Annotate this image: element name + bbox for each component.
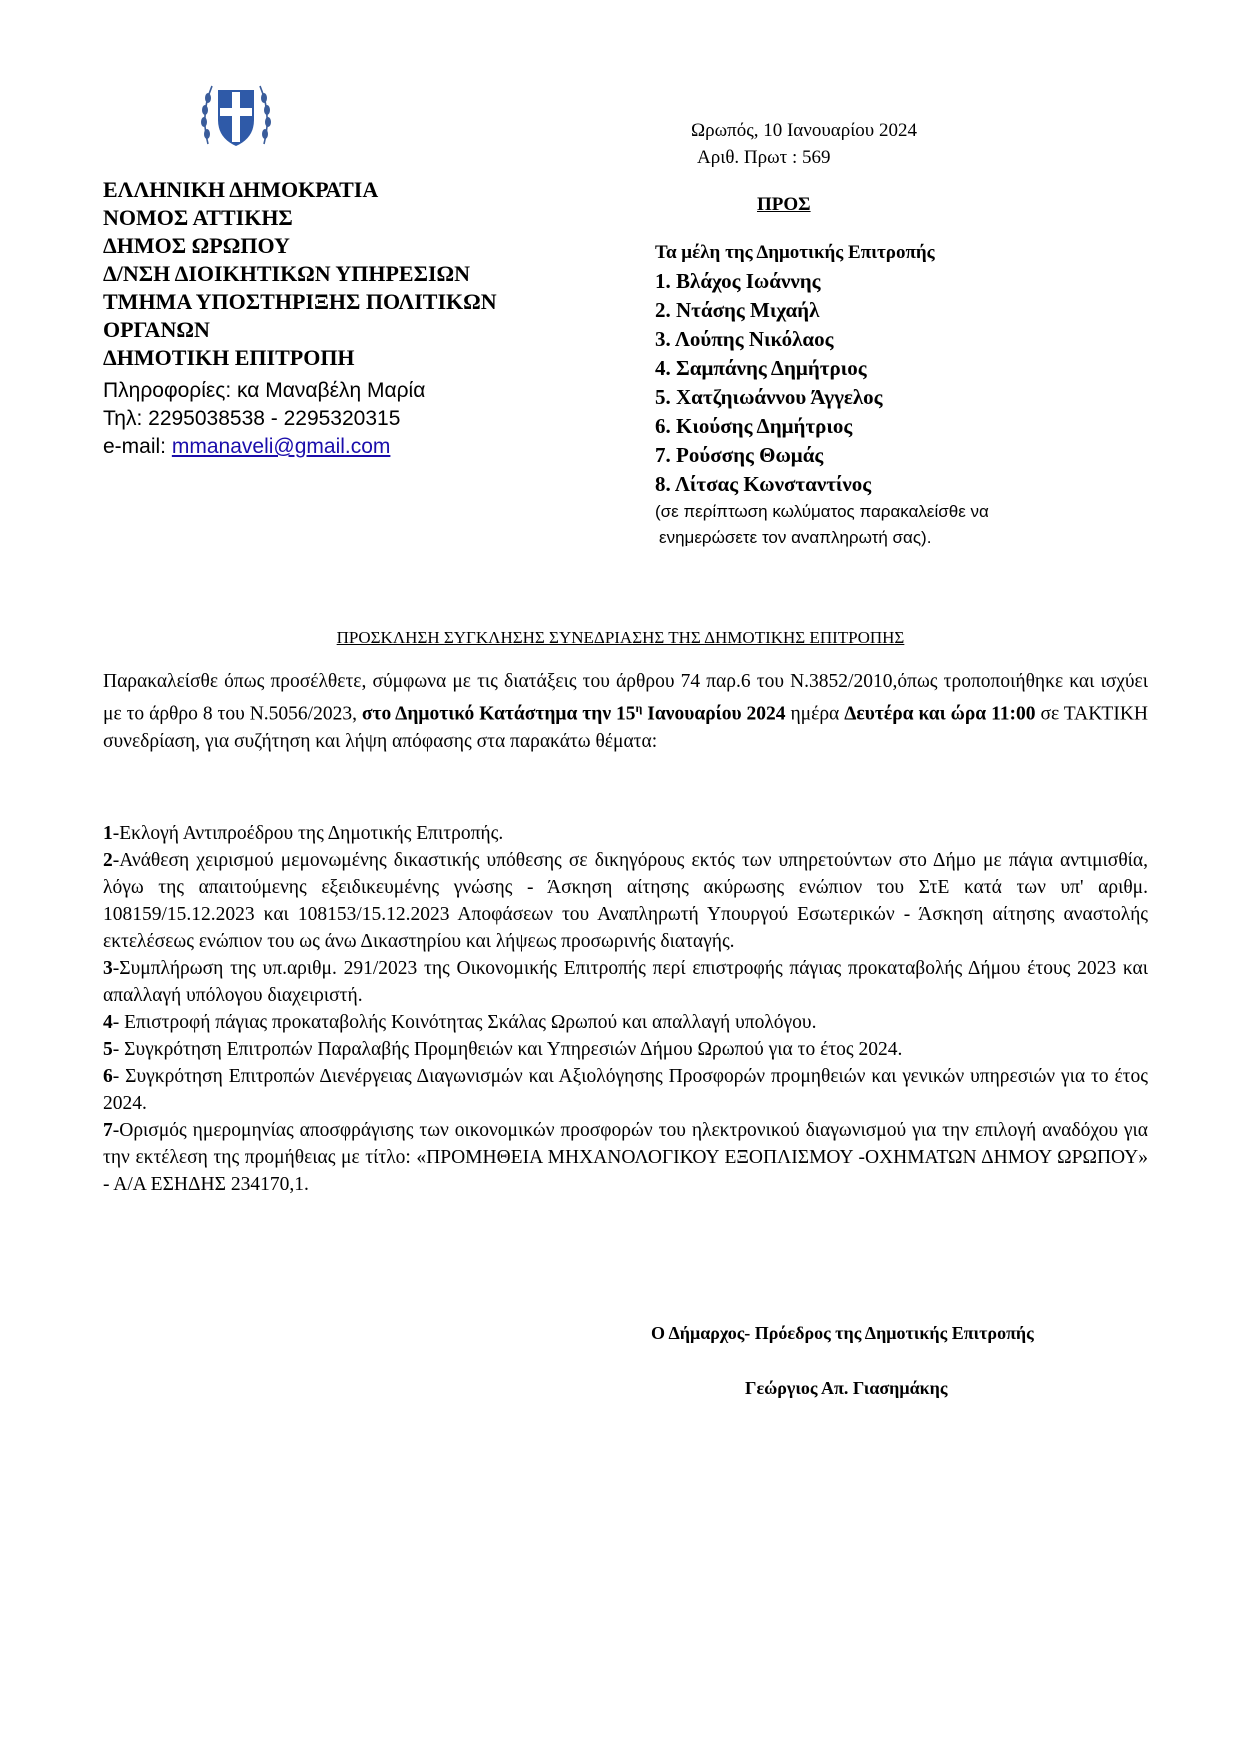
document-title: ΠΡΟΣΚΛΗΣΗ ΣΥΓΚΛΗΣΗΣ ΣΥΝΕΔΡΙΑΣΗΣ ΤΗΣ ΔΗΜΟΤΙΚΗΣ ΕΠΙΤΡΟΠΗΣ (336, 628, 905, 647)
agenda-item-number: 3 (103, 958, 113, 979)
agenda-item-text: -Συμπλήρωση της υπ.αριθμ. 291/2023 της Οικονομικής Επιτροπής περί επιστροφής πάγιας προκαταβολής Δήμου έτους 2023 και απαλλαγή υπόλογου διαχειριστή. (103, 958, 1148, 1006)
agenda-item-text: - Συγκρότηση Επιτροπών Παραλαβής Προμηθειών και Υπηρεσιών Δήμου Ωρωπού για το έτος 2024. (112, 1039, 903, 1060)
place-date: Ωρωπός, 10 Ιανουαρίου 2024 (691, 120, 917, 141)
member-item: 7. Ρούσσης Θωμάς (655, 443, 824, 467)
protocol-number: Αριθ. Πρωτ : 569 (697, 147, 831, 168)
contact-block (103, 377, 425, 461)
email-link[interactable]: mmanaveli@gmail.com (171, 435, 391, 458)
agenda-item (103, 1009, 1148, 1036)
recipients-note-line: (σε περίπτωση κωλύματος παρακαλείσθε να (655, 502, 989, 521)
signature-role: Ο Δήμαρχος- Πρόεδρος της Δημοτικής Επιτροπής (651, 1323, 1034, 1343)
intro-text: σε ΤΑΚΤΙΚΗ συνεδρίαση, για συζήτηση και λήψη απόφασης στα παρακάτω θέματα: (103, 703, 1148, 752)
recipients-note-line: ενημερώσετε τον αναπληρωτή σας). (659, 528, 932, 547)
intro-paragraph (103, 668, 1148, 755)
header-line: ΕΛΛΗΝΙΚΗ ΔΗΜΟΚΡΑΤΙΑ (103, 177, 379, 202)
header-line: ΝΟΜΟΣ ΑΤΤΙΚΗΣ (103, 205, 293, 230)
agenda-item (103, 955, 1148, 1009)
email-label: e-mail: (103, 435, 172, 458)
header-line: Δ/ΝΣΗ ΔΙΟΙΚΗΤΙΚΩΝ ΥΠΗΡΕΣΙΩΝ (103, 261, 471, 286)
greek-emblem-icon (198, 74, 274, 154)
member-item: 2. Ντάσης Μιχαήλ (655, 298, 820, 322)
meeting-time: Δευτέρα και ώρα 11:00 (844, 703, 1036, 725)
agenda-item-text: -Εκλογή Αντιπροέδρου της Δημοτικής Επιτροπής. (112, 823, 504, 844)
member-item: 5. Χατζηιωάννου Άγγελος (655, 385, 883, 409)
member-item: 3. Λούπης Νικόλαος (655, 327, 834, 351)
recipients-block (655, 238, 989, 551)
header-line: ΔΗΜΟΣ ΩΡΩΠΟΥ (103, 233, 290, 258)
signature-name: Γεώργιος Απ. Γιασημάκης (745, 1378, 948, 1398)
agenda-item (103, 820, 1148, 847)
header-block (103, 176, 497, 372)
meeting-place: στο Δημοτικό Κατάστημα την 15 (361, 703, 636, 725)
meeting-date: Ιανουαρίου 2024 (642, 703, 786, 725)
member-item: 1. Βλάχος Ιωάννης (655, 269, 821, 293)
agenda-item-number: 7 (103, 1120, 113, 1141)
agenda-item (103, 847, 1148, 955)
header-line: ΟΡΓΑΝΩΝ (103, 317, 210, 342)
intro-text: ημέρα (785, 703, 845, 725)
contact-person: Πληροφορίες: κα Μαναβέλη Μαρία (103, 379, 426, 402)
agenda-item (103, 1117, 1148, 1198)
agenda-item-number: 6 (103, 1066, 113, 1087)
agenda-item-text: -Ορισμός ημερομηνίας αποσφράγισης των οικονομικών προσφορών του ηλεκτρονικού διαγωνισμού για την επιλογή αναδόχου για την εκτέλεση της προμήθειας με τίτλο: «ΠΡΟΜΗΘΕΙΑ ΜΗΧΑΝΟΛΟΓΙΚΟΥ ΕΞΟΠΛΙΣΜΟΥ -ΟΧΗΜΑΤΩΝ ΔΗΜΟΥ ΩΡΩΠΟΥ» - Α/Α ΕΣΗΔΗΣ 234170,1. (103, 1120, 1148, 1195)
recipients-heading: ΠΡΟΣ (757, 194, 811, 215)
intro-text: Παρακαλείσθε όπως προσέλθετε, σύμφωνα με τις διατάξεις του άρθρου 74 παρ.6 του Ν.3852/2010,όπως τροποποιήθηκε και ισχύει με το άρθρο 8 του Ν.5056/2023, (103, 671, 1148, 725)
agenda-item-text: - Συγκρότηση Επιτροπών Διενέργειας Διαγωνισμών και Αξιολόγησης Προσφορών προμηθειών και γενικών υπηρεσιών για το έτος 2024. (103, 1066, 1148, 1114)
agenda-list (103, 820, 1148, 1198)
agenda-item-number: 1 (103, 823, 113, 844)
header-line: ΤΜΗΜΑ ΥΠΟΣΤΗΡΙΞΗΣ ΠΟΛΙΤΙΚΩΝ (103, 289, 497, 314)
agenda-item-number: 5 (103, 1039, 113, 1060)
contact-phone: Τηλ: 2295038538 - 2295320315 (103, 407, 401, 430)
agenda-item (103, 1063, 1148, 1117)
header-line: ΔΗΜΟΤΙΚΗ ΕΠΙΤΡΟΠΗ (103, 345, 355, 370)
agenda-item-text: -Ανάθεση χειρισμού μεμονωμένης δικαστικής υπόθεσης σε δικηγόρους εκτός των υπηρετούντων στο Δήμο με πάγια αντιμισθία, λόγω της απαιτούμενης εξειδικευμένης γνώσης - Άσκηση αίτησης ακύρωσης ενώπιον του ΣτΕ κατά των υπ' αριθμ. 108159/15.12.2023 και 108153/15.12.2023 Αποφάσεων του Αναπληρωτή Υπουργού Εσωτερικών - Άσκηση αίτησης αναστολής εκτελέσεως ενώπιον του ως άνω Δικαστηρίου και λήψεως προσωρινής διαταγής. (103, 850, 1148, 952)
contact-email-line (103, 433, 425, 461)
agenda-item (103, 1036, 1148, 1063)
member-item: 4. Σαμπάνης Δημήτριος (655, 356, 867, 380)
agenda-item-text: - Επιστροφή πάγιας προκαταβολής Κοινότητας Σκάλας Ωρωπού και απαλλαγή υπολόγου. (112, 1012, 817, 1033)
agenda-item-number: 2 (103, 850, 113, 871)
member-item: 6. Κιούσης Δημήτριος (655, 414, 853, 438)
agenda-item-number: 4 (103, 1012, 113, 1033)
recipients-intro: Τα μέλη της Δημοτικής Επιτροπής (655, 242, 935, 263)
member-item: 8. Λίτσας Κωνσταντίνος (655, 472, 872, 496)
ordinal-suffix: η (635, 701, 643, 715)
